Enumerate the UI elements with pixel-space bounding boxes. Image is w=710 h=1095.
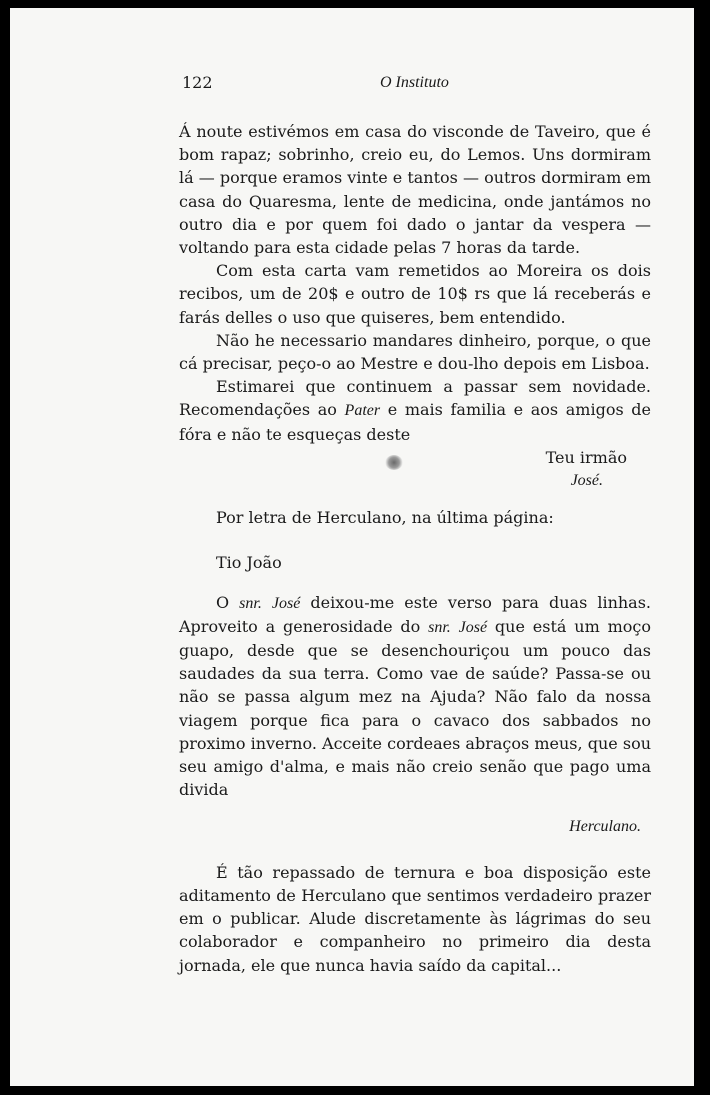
page-number: 122: [182, 73, 213, 92]
letter-signature: José.: [570, 472, 603, 490]
ps-space-1: [262, 593, 272, 612]
letter-closing: Teu irmão: [545, 447, 627, 467]
commentary-paragraph: É tão repassado de ternura e boa disposição este aditamento de Herculano que sentimos verdadeiro prazer em o publicar. Alude discretamente às lágrimas do seu colaborador e companheiro no primeiro dia desta jornada, ele que nunca havia saído da capital...: [179, 862, 651, 975]
ps-jose-2: José: [458, 618, 488, 636]
ps-snr-2: snr.: [428, 618, 451, 636]
postscript-salutation: Tio João: [216, 553, 282, 573]
ps-snr-1: snr.: [239, 594, 262, 612]
letter-paragraph-3: Não he necessario mandares dinheiro, porque, o que cá precisar, peço-o ao Mestre e dou-lho depois em Lisboa.: [179, 330, 651, 374]
note-intro: Por letra de Herculano, na última página:: [216, 508, 554, 528]
letter-paragraph-4-text-a: Estimarei que continuem a passar sem novidade. Recomendações ao: [179, 377, 651, 420]
page-body: [179, 120, 651, 977]
letter-paragraph-4: [179, 375, 651, 446]
ps-text-3: que está um moço guapo, desde que se desenchouriçou um pouco das saudades da sua terra. Como vae de saúde? Passa-se ou não se passa algum mez na Ajuda? Não falo da nossa viagem porque fica para o cavaco dos sabbados no proximo inverno. Acceite cordeaes abraços meus, que sou seu amigo d'alma, e mais não creio senão que pago uma divida: [179, 616, 651, 800]
running-title: O Instituto: [380, 74, 449, 91]
ps-text-1: O: [216, 592, 240, 612]
letter-paragraph-4-text-b: e mais familia e aos amigos de fóra e não te esqueças deste: [179, 400, 652, 444]
postscript-body: [179, 591, 651, 802]
book-page: [10, 8, 694, 1086]
postscript-signature: Herculano.: [569, 818, 641, 836]
pater-word: Pater: [344, 402, 381, 420]
letter-paragraph-1: Á noute estivémos em casa do visconde de Taveiro, que é bom rapaz; sobrinho, creio eu, do Lemos. Uns dormiram lá — porque eramos vinte e tantos — outros dormiram em casa do Quaresma, lente de medicina, onde jantámos no outro dia e por quem foi dado o jantar da vespera — voltando para esta cidade pelas 7 horas da tarde.: [179, 122, 651, 258]
ps-jose-1: José: [271, 594, 301, 612]
letter-paragraph-2: Com esta carta vam remetidos ao Moreira os dois recibos, um de 20$ e outro de 10$ rs que lá receberás e farás delles o uso que quiseres, bem entendido.: [179, 261, 651, 327]
ps-text-2: deixou-me este verso para duas linhas. Aproveito a generosidade do: [179, 592, 652, 636]
ps-space-2: [451, 617, 459, 636]
